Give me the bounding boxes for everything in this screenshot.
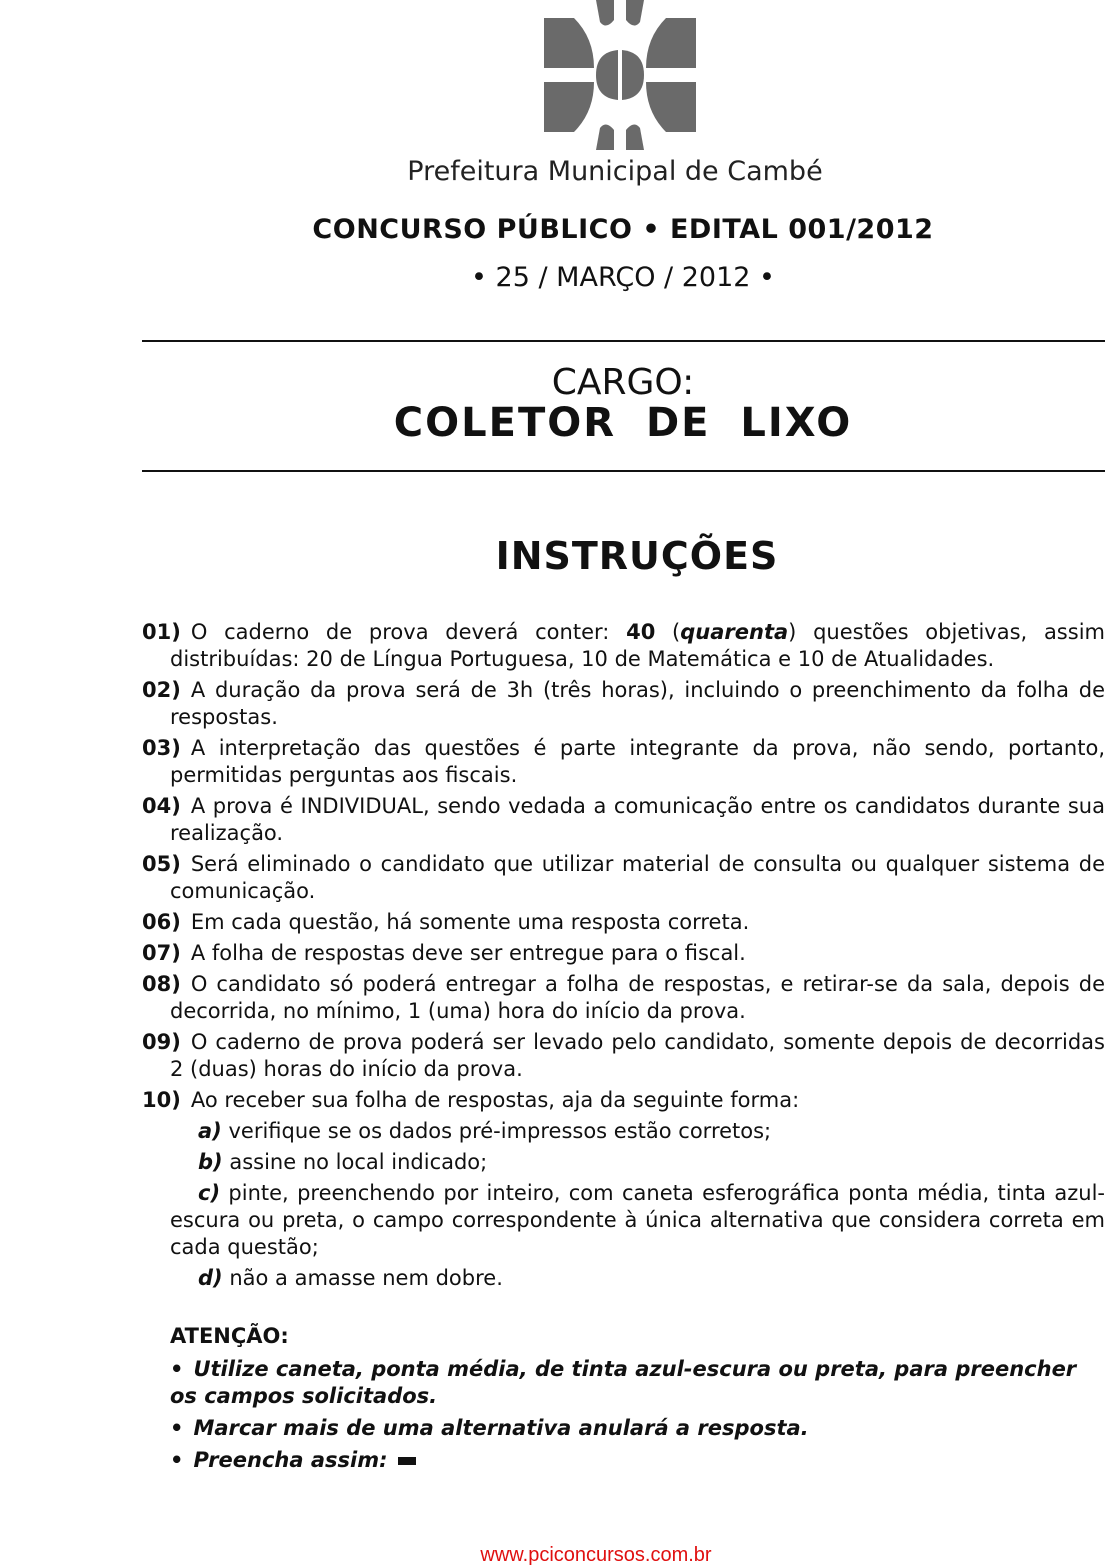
- sub-letter: a): [198, 1119, 222, 1143]
- instruction-text: (: [655, 620, 681, 644]
- instruction-item: [142, 940, 1105, 967]
- sub-text: assine no local indicado;: [229, 1150, 488, 1174]
- instruction-number: 02): [142, 678, 181, 702]
- attention-text: Preencha assim:: [193, 1448, 388, 1472]
- attention-text: Utilize caneta, ponta média, de tinta azul-escura ou preta, para preencher os campos solicitados.: [170, 1357, 1077, 1408]
- sub-instruction: [142, 1149, 1105, 1176]
- sub-letter: c): [198, 1181, 221, 1205]
- instructions-list: [142, 619, 1105, 1292]
- municipality-name: Prefeitura Municipal de Cambé: [407, 156, 823, 187]
- attention-item: • Preencha assim:: [170, 1447, 1105, 1474]
- question-count: 40: [626, 620, 656, 644]
- instruction-item: [142, 1029, 1105, 1083]
- instruction-number: 04): [142, 794, 181, 818]
- instruction-text: A folha de respostas deve ser entregue para o fiscal.: [190, 941, 746, 965]
- instruction-text: A duração da prova será de 3h (três horas), incluindo o preenchimento da folha de respostas.: [170, 678, 1105, 729]
- instructions-title: INSTRUÇÕES: [495, 534, 779, 578]
- instruction-number: 08): [142, 972, 181, 996]
- footer-url: www.pciconcursos.com.br: [480, 1544, 712, 1566]
- instruction-item: [142, 971, 1105, 1025]
- instruction-number: 10): [142, 1088, 181, 1112]
- sub-instruction: [142, 1118, 1105, 1145]
- instruction-text: Será eliminado o candidato que utilizar material de consulta ou qualquer sistema de comunicação.: [170, 852, 1105, 903]
- instruction-number: 03): [142, 736, 181, 760]
- instruction-number: 09): [142, 1030, 181, 1054]
- bottom-divider: [142, 470, 1105, 472]
- sub-instruction: [142, 1180, 1105, 1261]
- sub-letter: d): [198, 1266, 223, 1290]
- attention-title: ATENÇÃO:: [170, 1324, 289, 1348]
- attention-item: • Marcar mais de uma alternativa anulará a resposta.: [170, 1416, 809, 1440]
- instruction-number: 01): [142, 620, 181, 644]
- municipality-logo-icon: [536, 0, 704, 150]
- edital-title: CONCURSO PÚBLICO • EDITAL 001/2012: [312, 214, 934, 245]
- top-divider: [142, 340, 1105, 342]
- cargo-name: COLETOR DE LIXO: [393, 400, 853, 446]
- sub-text: não a amasse nem dobre.: [229, 1266, 503, 1290]
- instruction-number: 07): [142, 941, 181, 965]
- instruction-item: [142, 793, 1105, 847]
- attention-section: [170, 1323, 1105, 1479]
- sub-text: verifique se os dados pré-impressos estão corretos;: [228, 1119, 772, 1143]
- sub-instruction: [142, 1265, 1105, 1292]
- instruction-text: A interpretação das questões é parte integrante da prova, não sendo, portanto, permitidas perguntas aos fiscais.: [170, 736, 1105, 787]
- instruction-item: [142, 1087, 1105, 1114]
- instruction-item: [142, 909, 1105, 936]
- exam-date: • 25 / MARÇO / 2012 •: [471, 262, 775, 293]
- instruction-item: [142, 851, 1105, 905]
- cargo-label: CARGO:: [551, 362, 695, 403]
- instruction-text: Em cada questão, há somente uma resposta correta.: [190, 910, 750, 934]
- filled-mark-icon: [398, 1457, 416, 1465]
- instruction-text: Ao receber sua folha de respostas, aja da seguinte forma:: [190, 1088, 800, 1112]
- attention-text: Marcar mais de uma alternativa anulará a resposta.: [193, 1416, 809, 1440]
- instruction-item: [142, 619, 1105, 673]
- instruction-text: O caderno de prova deverá conter:: [190, 620, 627, 644]
- instruction-item: [142, 735, 1105, 789]
- sub-text: pinte, preenchendo por inteiro, com caneta esferográfica ponta média, tinta azul-escura ou preta, o campo correspondente à única alternativa que considera correta em cada questão;: [170, 1181, 1105, 1259]
- sub-letter: b): [198, 1150, 223, 1174]
- instruction-number: 05): [142, 852, 181, 876]
- instruction-text: O caderno de prova poderá ser levado pelo candidato, somente depois de decorridas 2 (duas) horas do início da prova.: [170, 1030, 1105, 1081]
- instruction-number: 06): [142, 910, 181, 934]
- question-count-words: quarenta: [680, 620, 789, 644]
- instruction-text: ) questões objetivas, assim distribuídas: 20 de Língua Portuguesa, 10 de Matemática e 10 de Atualidades.: [170, 620, 1105, 671]
- attention-item: • Utilize caneta, ponta média, de tinta azul-escura ou preta, para preencher os campos solicitados.: [170, 1357, 1077, 1408]
- instruction-text: O candidato só poderá entregar a folha de respostas, e retirar-se da sala, depois de decorrida, no mínimo, 1 (uma) hora do início da prova.: [170, 972, 1105, 1023]
- instruction-text: A prova é INDIVIDUAL, sendo vedada a comunicação entre os candidatos durante sua realização.: [170, 794, 1105, 845]
- instruction-item: [142, 677, 1105, 731]
